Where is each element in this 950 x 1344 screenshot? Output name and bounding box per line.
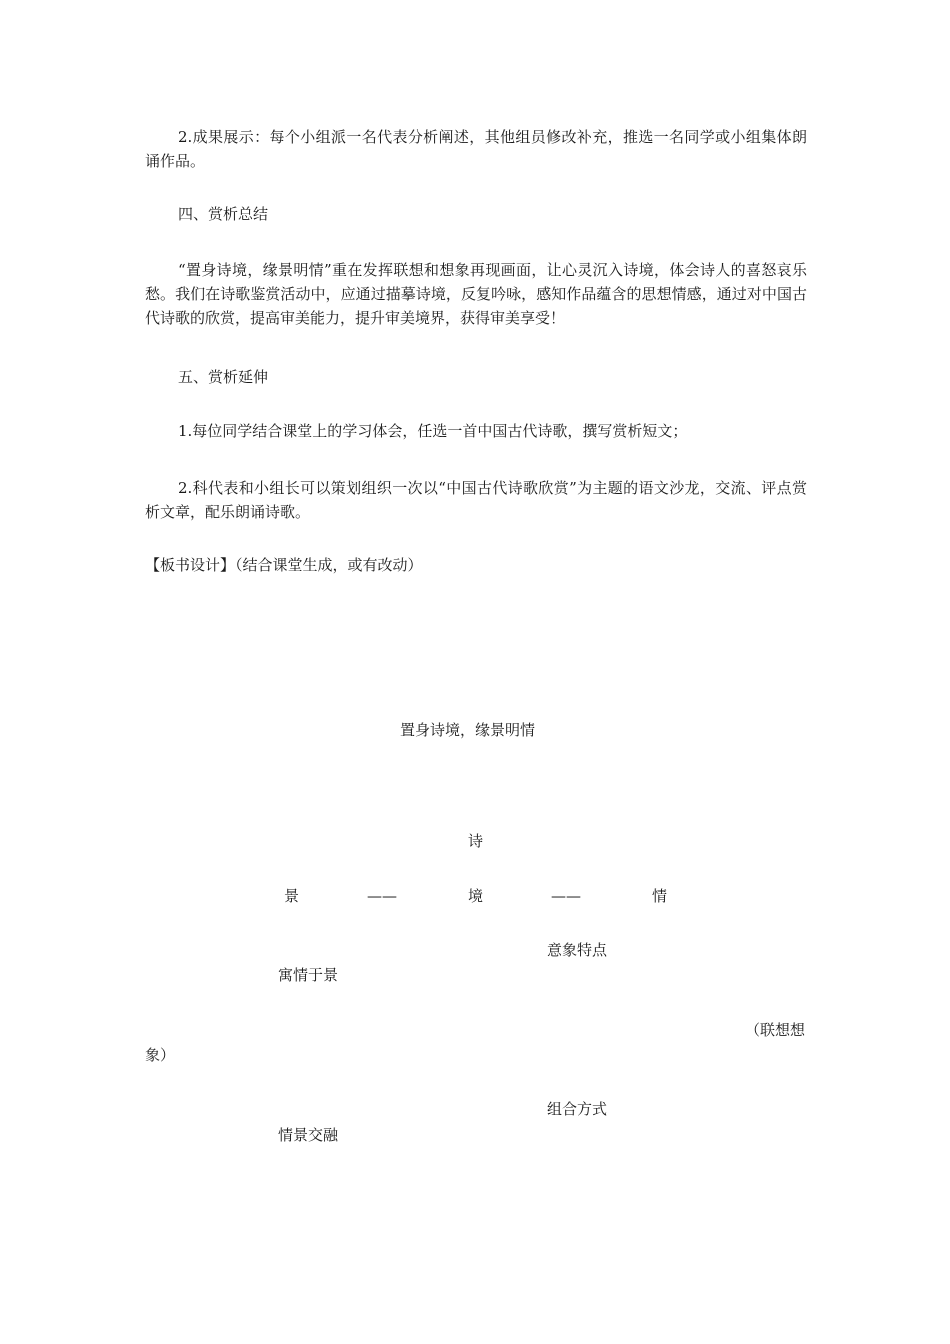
board-imagination-2: 象） (145, 1046, 176, 1064)
board-design-heading: 【板书设计】（结合课堂生成，或有改动） (145, 556, 423, 574)
board-title: 置身诗境，缘景明情 (400, 721, 536, 739)
paragraph-results: 2.成果展示：每个小组派一名代表分析阐述，其他组员修改补充，推选一名同学或小组集体朗诵作品。 (145, 128, 807, 170)
board-realm: 境 (468, 887, 484, 905)
heading-summary: 四、赏析总结 (178, 205, 269, 223)
heading-extend: 五、赏析延伸 (178, 368, 269, 386)
board-emotion-in-scene: 寓情于景 (278, 966, 339, 984)
paragraph-extend-2: 2.科代表和小组长可以策划组织一次以“中国古代诗歌欣赏”为主题的语文沙龙，交流、评点赏析文章，配乐朗诵诗歌。 (145, 479, 807, 521)
board-imagination-1: （联想想 (745, 1021, 806, 1039)
board-poem: 诗 (468, 832, 484, 850)
paragraph-summary: “置身诗境，缘景明情”重在发挥联想和想象再现画面，让心灵沉入诗境，体会诗人的喜怒哀乐愁。我们在诗歌鉴赏活动中，应通过描摹诗境，反复吟咏，感知作品蕴含的思想情感，通过对中国古代诗歌的欣赏，提高审美能力，提升审美境界，获得审美享受！ (145, 261, 807, 327)
board-fusion: 情景交融 (278, 1126, 339, 1144)
board-dash-1: —— (367, 887, 397, 905)
board-dash-2: —— (551, 887, 581, 905)
board-combination: 组合方式 (547, 1100, 608, 1118)
board-emotion: 情 (652, 887, 668, 905)
paragraph-extend-1: 1.每位同学结合课堂上的学习体会，任选一首中国古代诗歌，撰写赏析短文； (178, 422, 688, 440)
board-scene: 景 (284, 887, 300, 905)
board-imagery: 意象特点 (547, 941, 608, 959)
